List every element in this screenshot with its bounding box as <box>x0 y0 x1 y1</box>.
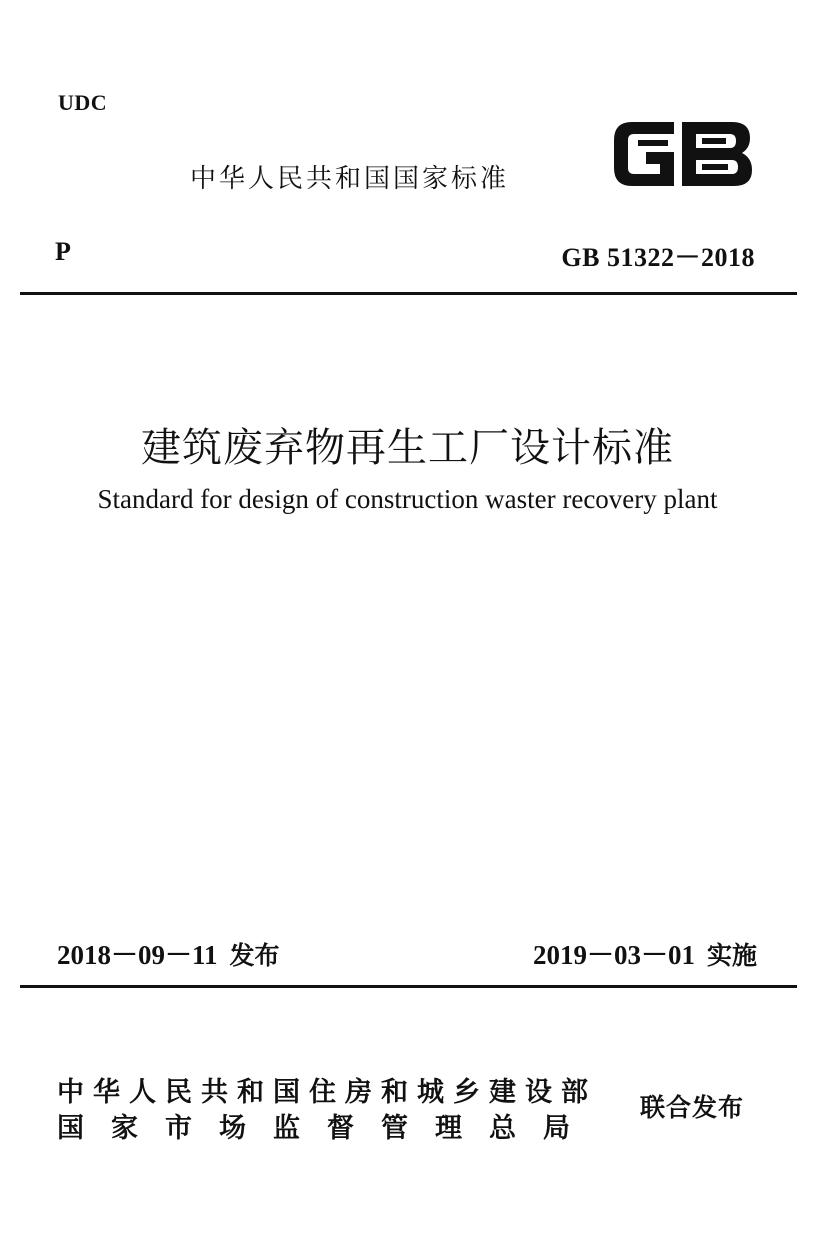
issuer-ministry: 中华人民共和国住房和城乡建设部 <box>57 1077 597 1108</box>
issuer-administration: 国家市场监督管理总局 <box>57 1113 597 1144</box>
issue-date: 2018－09－11 <box>57 940 218 970</box>
implementation-label: 实施 <box>706 941 757 970</box>
gb-emblem-icon <box>610 118 755 190</box>
issue-date-block <box>57 933 280 972</box>
classification-code: P <box>55 237 71 266</box>
implementation-date: 2019－03－01 <box>532 940 695 970</box>
top-divider <box>20 292 797 295</box>
issue-label: 发布 <box>229 941 280 970</box>
implementation-date-block <box>533 933 757 972</box>
bottom-divider <box>20 985 797 988</box>
title-english: Standard for design of construction waster recovery plant <box>97 484 718 514</box>
udc-label: UDC <box>58 90 108 115</box>
standard-number: GB 51322－2018 <box>561 243 755 272</box>
title-chinese: 建筑废弃物再生工厂设计标准 <box>141 425 674 471</box>
joint-release-label: 联合发布 <box>640 1093 745 1122</box>
national-standard-heading: 中华人民共和国国家标准 <box>190 164 510 194</box>
